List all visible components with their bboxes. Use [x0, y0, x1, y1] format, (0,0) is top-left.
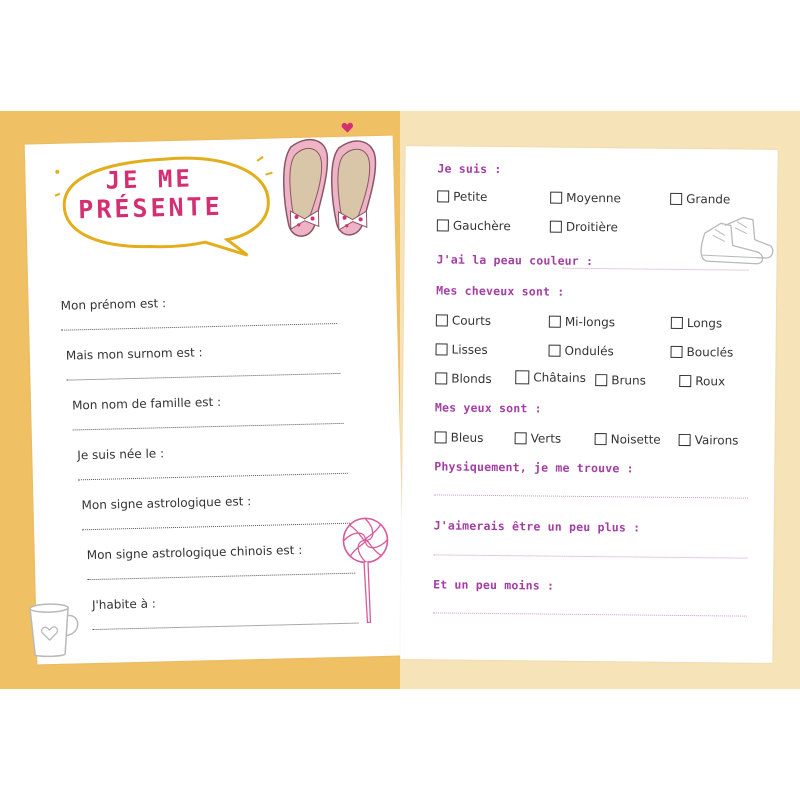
section-cheveux: Mes cheveux sont : — [436, 283, 565, 299]
lollipop-icon — [339, 514, 398, 625]
checkbox-box[interactable] — [548, 345, 560, 357]
checkbox-bruns[interactable] — [595, 373, 646, 388]
title-line2: PRÉSENTE — [77, 191, 224, 225]
checkbox-verts[interactable] — [515, 431, 562, 445]
checkbox-label: Roux — [695, 374, 726, 389]
checkbox-box[interactable] — [595, 374, 607, 386]
checkbox-box[interactable] — [549, 316, 561, 328]
checkbox-gauchere[interactable] — [437, 218, 511, 233]
right-page — [400, 146, 777, 663]
checkbox-label: Grande — [686, 192, 731, 207]
field-line-physique[interactable] — [434, 494, 748, 498]
field-line-habite[interactable] — [93, 623, 359, 630]
checkbox-bleus[interactable] — [435, 430, 484, 445]
checkbox-box[interactable] — [670, 346, 682, 358]
checkbox-label: Noisette — [610, 432, 661, 447]
heart-icon — [341, 122, 353, 134]
checkbox-noisette[interactable] — [595, 432, 661, 447]
checkbox-box[interactable] — [436, 343, 448, 355]
sneakers-icon — [694, 211, 775, 272]
checkbox-box[interactable] — [435, 431, 447, 443]
checkbox-box[interactable] — [550, 192, 562, 204]
checkbox-droitiere[interactable] — [550, 220, 618, 235]
field-line-plus[interactable] — [433, 554, 747, 558]
field-line-nom-famille[interactable] — [73, 423, 344, 431]
checkbox-longs[interactable] — [671, 316, 722, 331]
checkbox-label: Ondulés — [564, 343, 614, 359]
field-line-prenom[interactable] — [61, 323, 337, 331]
checkbox-label: Châtains — [533, 370, 586, 385]
title-line1: JE ME — [105, 164, 194, 195]
checkbox-label: Verts — [530, 431, 562, 446]
checkbox-petite[interactable] — [437, 189, 487, 204]
field-label-habite: J'habite à : — [91, 596, 157, 613]
checkbox-ondules[interactable] — [548, 344, 613, 359]
checkbox-blonds[interactable] — [435, 371, 492, 386]
checkbox-label: Vairons — [694, 433, 739, 448]
checkbox-roux[interactable] — [679, 374, 725, 388]
checkbox-chatains[interactable] — [515, 370, 586, 385]
section-moins: Et un peu moins : — [433, 577, 555, 593]
checkbox-label: Courts — [451, 313, 492, 328]
section-peau: J'ai la peau couleur : — [436, 252, 594, 269]
section-plus: J'aimerais être un peu plus : — [433, 518, 641, 535]
checkbox-label: Droitière — [565, 219, 618, 235]
checkbox-label: Lisses — [451, 342, 488, 357]
field-line-surnom[interactable] — [66, 373, 340, 381]
checkbox-label: Moyenne — [566, 190, 622, 206]
checkbox-box[interactable] — [515, 370, 529, 384]
section-yeux: Mes yeux sont : — [434, 400, 542, 416]
checkbox-boucles[interactable] — [670, 345, 733, 360]
field-line-signe-astro[interactable] — [82, 523, 352, 531]
checkbox-lisses[interactable] — [435, 342, 487, 357]
mug-icon — [24, 599, 89, 661]
checkbox-box[interactable] — [679, 434, 691, 446]
checkbox-vairons[interactable] — [679, 433, 739, 448]
checkbox-box[interactable] — [595, 433, 607, 445]
field-label-surnom: Mais mon surnom est : — [65, 345, 203, 363]
checkbox-box[interactable] — [550, 221, 562, 233]
section-physique: Physiquement, je me trouve : — [434, 459, 634, 476]
field-label-date-naissance: Je suis née le : — [77, 446, 165, 463]
checkbox-box[interactable] — [515, 432, 527, 444]
field-label-nom-famille: Mon nom de famille est : — [71, 394, 222, 413]
checkbox-label: Bleus — [450, 430, 484, 445]
checkbox-mi-longs[interactable] — [549, 315, 615, 330]
checkbox-label: Blonds — [451, 371, 492, 386]
field-line-date-naissance[interactable] — [78, 473, 348, 481]
checkbox-box[interactable] — [679, 375, 691, 387]
checkbox-box[interactable] — [670, 193, 682, 205]
checkbox-label: Longs — [686, 316, 723, 331]
field-line-signe-chinois[interactable] — [87, 573, 355, 581]
field-label-signe-astro: Mon signe astrologique est : — [81, 494, 252, 513]
field-label-signe-chinois: Mon signe astrologique chinois est : — [86, 542, 303, 563]
checkbox-box[interactable] — [671, 317, 683, 329]
checkbox-label: Bruns — [611, 373, 646, 388]
checkbox-grande[interactable] — [670, 192, 730, 207]
checkbox-label: Petite — [453, 189, 488, 204]
ballerina-shoes-icon — [277, 131, 390, 254]
checkbox-box[interactable] — [435, 372, 447, 384]
field-line-moins[interactable] — [433, 612, 747, 616]
checkbox-box[interactable] — [437, 190, 449, 202]
field-label-prenom: Mon prénom est : — [60, 296, 167, 313]
left-page — [25, 136, 406, 665]
checkbox-label: Bouclés — [686, 345, 734, 360]
checkbox-box[interactable] — [436, 314, 448, 326]
checkbox-courts[interactable] — [436, 313, 491, 328]
checkbox-moyenne[interactable] — [550, 191, 621, 206]
checkbox-label: Mi-longs — [564, 314, 616, 330]
checkbox-box[interactable] — [437, 219, 449, 231]
section-je-suis: Je suis : — [437, 161, 502, 177]
checkbox-label: Gauchère — [452, 218, 511, 234]
